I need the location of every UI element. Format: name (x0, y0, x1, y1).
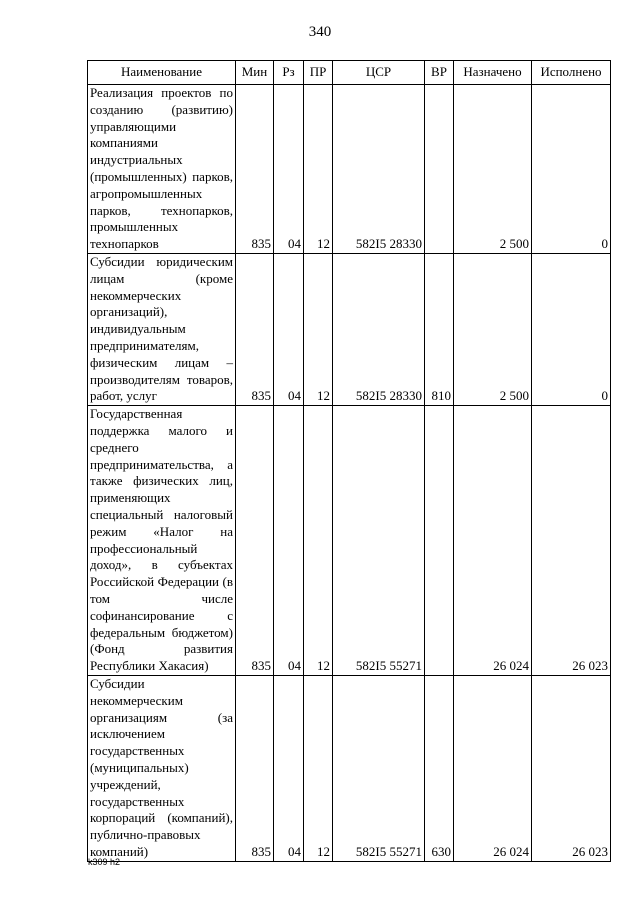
row-name: Реализация проектов по созданию (развитию) управляющими компаниями индустриальных (промышленных) парков, агропромышленных парков, технопарков, промышленных технопарков (88, 85, 236, 254)
header-rz: Рз (274, 61, 304, 85)
row-rz: 04 (274, 406, 304, 676)
row-min: 835 (236, 675, 274, 861)
row-executed: 26 023 (532, 406, 611, 676)
row-min: 835 (236, 85, 274, 254)
row-csr: 582I5 28330 (333, 254, 425, 406)
row-pr: 12 (304, 406, 333, 676)
row-csr: 582I5 28330 (333, 85, 425, 254)
row-csr: 582I5 55271 (333, 406, 425, 676)
table-row (88, 85, 611, 254)
page-number: 340 (308, 24, 332, 40)
row-name: Субсидии юридическим лицам (кроме некоммерческих организаций), индивидуальным предпринимателям, физическим лицам – производителям товаров, работ, услуг (88, 254, 236, 406)
header-vr: ВР (425, 61, 454, 85)
table-row (88, 254, 611, 406)
table-row (88, 675, 611, 861)
row-vr: 810 (425, 254, 454, 406)
row-pr: 12 (304, 85, 333, 254)
row-assigned: 2 500 (454, 254, 532, 406)
header-min: Мин (236, 61, 274, 85)
row-pr: 12 (304, 254, 333, 406)
table-header (88, 61, 611, 85)
header-csr: ЦСР (333, 61, 425, 85)
row-name: Государственная поддержка малого и среднего предпринимательства, а также физических лиц, применяющих специальный налоговый режим «Налог на профессиональный доход», в субъектах Российской Федерации (в том числе софинансирование с федеральным бюджетом) (Фонд развития Республики Хакасия) (88, 406, 236, 676)
header-pr: ПР (304, 61, 333, 85)
budget-table (87, 60, 611, 862)
row-rz: 04 (274, 675, 304, 861)
row-vr (425, 85, 454, 254)
header-name: Наименование (88, 61, 236, 85)
row-name: Субсидии некоммерческим организациям (за исключением государственных (муниципальных) учреждений, государственных корпораций (компаний), публично-правовых компаний) (88, 675, 236, 861)
header-executed: Исполнено (532, 61, 611, 85)
row-pr: 12 (304, 675, 333, 861)
footer-code: k309 h2 (88, 857, 121, 867)
row-rz: 04 (274, 85, 304, 254)
row-executed: 26 023 (532, 675, 611, 861)
header-assigned: Назначено (454, 61, 532, 85)
row-vr (425, 406, 454, 676)
row-csr: 582I5 55271 (333, 675, 425, 861)
row-assigned: 26 024 (454, 406, 532, 676)
row-executed: 0 (532, 85, 611, 254)
row-assigned: 26 024 (454, 675, 532, 861)
row-min: 835 (236, 254, 274, 406)
row-assigned: 2 500 (454, 85, 532, 254)
row-vr: 630 (425, 675, 454, 861)
row-rz: 04 (274, 254, 304, 406)
row-executed: 0 (532, 254, 611, 406)
table-row (88, 406, 611, 676)
row-min: 835 (236, 406, 274, 676)
